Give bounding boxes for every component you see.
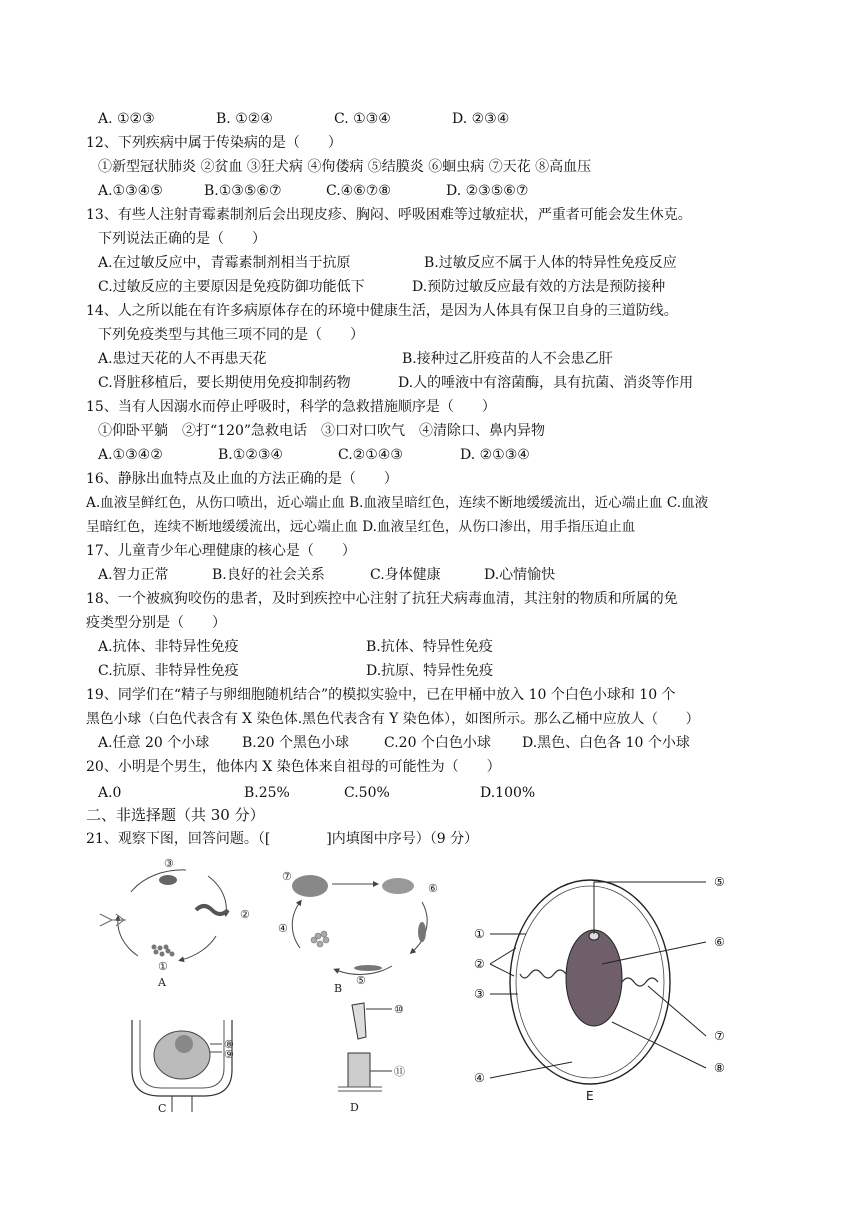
fig-b-label-4: ④ (278, 922, 288, 935)
fig-e-label-4: ④ (474, 1071, 485, 1085)
fig-e-label-6: ⑥ (714, 935, 725, 949)
fig-e-label-5: ⑤ (714, 875, 725, 889)
q18-option-c: C.抗原、非特异性免疫 (98, 663, 239, 679)
q17-option-c: C.身体健康 (370, 567, 441, 583)
fig-a-caption: A (158, 976, 166, 989)
q19-option-a: A.任意 20 个小球 (98, 735, 210, 751)
q20-stem: 20、小明是个男生，他体内 X 染色体来自祖母的可能性为（ ） (86, 759, 501, 775)
q11-option-d: D. ②③④ (452, 111, 510, 127)
q19-option-b: B.20 个黑色小球 (242, 735, 350, 751)
section-title-nonchoice: 二、非选择题（共 30 分） (86, 806, 265, 824)
q20-option-c: C.50% (344, 785, 390, 801)
figure-d-grafting (322, 995, 422, 1115)
q18-option-d: D.抗原、特异性免疫 (366, 663, 494, 679)
q14-stem-line1: 14、人之所以能在有许多病原体存在的环境中健康生活，是因为人体具有保卫自身的三道防线。 (86, 303, 678, 319)
q17-option-d: D.心情愉快 (484, 567, 556, 583)
q21-stem-part2: ]内填图中序号）（9 分） (326, 831, 479, 847)
fig-b-label-6: ⑥ (428, 882, 438, 895)
q15-stem: 15、当有人因溺水而停止呼吸时，科学的急救措施顺序是（ ） (86, 399, 496, 415)
fig-b-label-7: ⑦ (282, 870, 292, 883)
fig-c-caption: C (158, 1102, 167, 1115)
fig-a-label-2: ② (240, 908, 250, 921)
fig-e-label-1: ① (474, 927, 485, 941)
q15-option-c: C.②①④③ (338, 447, 403, 463)
q18-stem-line1: 18、一个被疯狗咬伤的患者，及时到疾控中心注射了抗狂犬病毒血清，其注射的物质和所属的免 (86, 591, 678, 607)
fig-e-caption: E (586, 1089, 594, 1103)
fig-b-label-5: ⑤ (356, 974, 366, 987)
q16-options-line1: A.血液呈鲜红色，从伤口喷出，近心端止血 B.血液呈暗红色，连续不断地缓缓流出，近心端止血 C.血液 (86, 495, 709, 511)
q12-option-d: D. ②③⑤⑥⑦ (446, 183, 529, 199)
fig-d-label-11: ⑪ (394, 1065, 405, 1078)
q13-option-a: A.在过敏反应中，青霉素制剂相当于抗原 (98, 255, 351, 271)
q19-stem-line2: 黑色小球（白色代表含有 X 染色体.黑色代表含有 Y 染色体），如图所示。那么乙桶中应放人（ ） (86, 711, 700, 727)
q14-option-d: D.人的唾液中有溶菌酶，具有抗菌、消炎等作用 (398, 375, 694, 391)
q11-option-b: B. ①②④ (216, 111, 273, 127)
q14-stem-line2: 下列免疫类型与其他三项不同的是（ ） (98, 327, 364, 343)
q19-option-c: C.20 个白色小球 (384, 735, 491, 751)
q15-option-a: A.①③④② (98, 447, 163, 463)
q12-items: ①新型冠状肺炎 ②贫血 ③狂犬病 ④佝偻病 ⑤结膜炎 ⑥蛔虫病 ⑦天花 ⑧高血压 (98, 159, 592, 175)
q17-option-a: A.智力正常 (98, 567, 169, 583)
q20-option-a: A.0 (98, 785, 122, 801)
q13-option-c: C.过敏反应的主要原因是免疫防御功能低下 (98, 279, 365, 295)
fig-b-caption: B (334, 982, 343, 992)
fig-d-caption: D (350, 1101, 359, 1114)
fig-e-label-3: ③ (474, 987, 485, 1001)
figure-e-egg-structure (462, 852, 752, 1112)
q18-option-b: B.抗体、特异性免疫 (366, 639, 493, 655)
q12-option-a: A.①③④⑤ (98, 183, 163, 199)
fig-e-label-2: ② (474, 957, 485, 971)
fig-a-label-1: ① (158, 960, 168, 973)
q16-stem: 16、静脉出血特点及止血的方法正确的是（ ） (86, 471, 398, 487)
q18-stem-line2: 疫类型分别是（ ） (86, 615, 226, 631)
q14-option-c: C.肾脏移植后，要长期使用免疫抑制药物 (98, 375, 351, 391)
q16-options-line2: 呈暗红色，连续不断地缓缓流出，远心端止血 D.血液呈红色，从伤口渗出，用手指压迫止血 (86, 519, 636, 535)
q14-option-a: A.患过天花的人不再患天花 (98, 351, 267, 367)
q19-option-d: D.黑色、白色各 10 个小球 (522, 735, 690, 751)
q15-option-b: B.①②③④ (218, 447, 283, 463)
q11-option-a: A. ①②③ (98, 111, 155, 127)
q17-option-b: B.良好的社会关系 (212, 567, 325, 583)
fig-e-label-8: ⑧ (714, 1061, 725, 1075)
q12-option-b: B.①③⑤⑥⑦ (204, 183, 282, 199)
fig-c-label-8: ⑧ (224, 1038, 234, 1051)
q13-option-b: B.过敏反应不属于人体的特异性免疫反应 (424, 255, 677, 271)
q13-stem-line2: 下列说法正确的是（ ） (98, 231, 266, 247)
q17-stem: 17、儿童青少年心理健康的核心是（ ） (86, 543, 356, 559)
q12-option-c: C.④⑥⑦⑧ (326, 183, 391, 199)
q14-option-b: B.接种过乙肝疫苗的人不会患乙肝 (402, 351, 613, 367)
q20-option-b: B.25% (244, 785, 290, 801)
q21-stem-part1: 21、观察下图，回答问题。（[ (86, 831, 271, 847)
fig-a-label-3: ③ (164, 857, 174, 870)
q12-stem: 12、下列疾病中属于传染病的是（ ） (86, 135, 342, 151)
q11-option-c: C. ①③④ (334, 111, 391, 127)
q18-option-a: A.抗体、非特异性免疫 (98, 639, 239, 655)
fig-c-label-9: ⑨ (224, 1048, 234, 1061)
figure-b-frog-cycle (272, 862, 452, 992)
q21-stem (86, 830, 478, 848)
q15-items: ①仰卧平躺 ②打“120”急救电话 ③口对口吹气 ④清除口、鼻内异物 (98, 423, 546, 439)
figure-c-fetus (112, 1000, 252, 1120)
fig-e-label-7: ⑦ (714, 1029, 725, 1043)
q13-stem-line1: 13、有些人注射青霉素制剂后会出现皮疹、胸闷、呼吸困难等过敏症状，严重者可能会发生休克。 (86, 207, 692, 223)
q15-option-d: D. ②①③④ (460, 447, 530, 463)
q19-stem-line1: 19、同学们在“精子与卵细胞随机结合”的模拟实验中，已在甲桶中放入 10 个白色小球和 10 个 (86, 687, 676, 703)
q20-option-d: D.100% (480, 785, 536, 801)
figure-a-insect-cycle (86, 852, 266, 992)
fig-d-label-10: ⑩ (394, 1003, 404, 1016)
q13-option-d: D.预防过敏反应最有效的方法是预防接种 (412, 279, 666, 295)
